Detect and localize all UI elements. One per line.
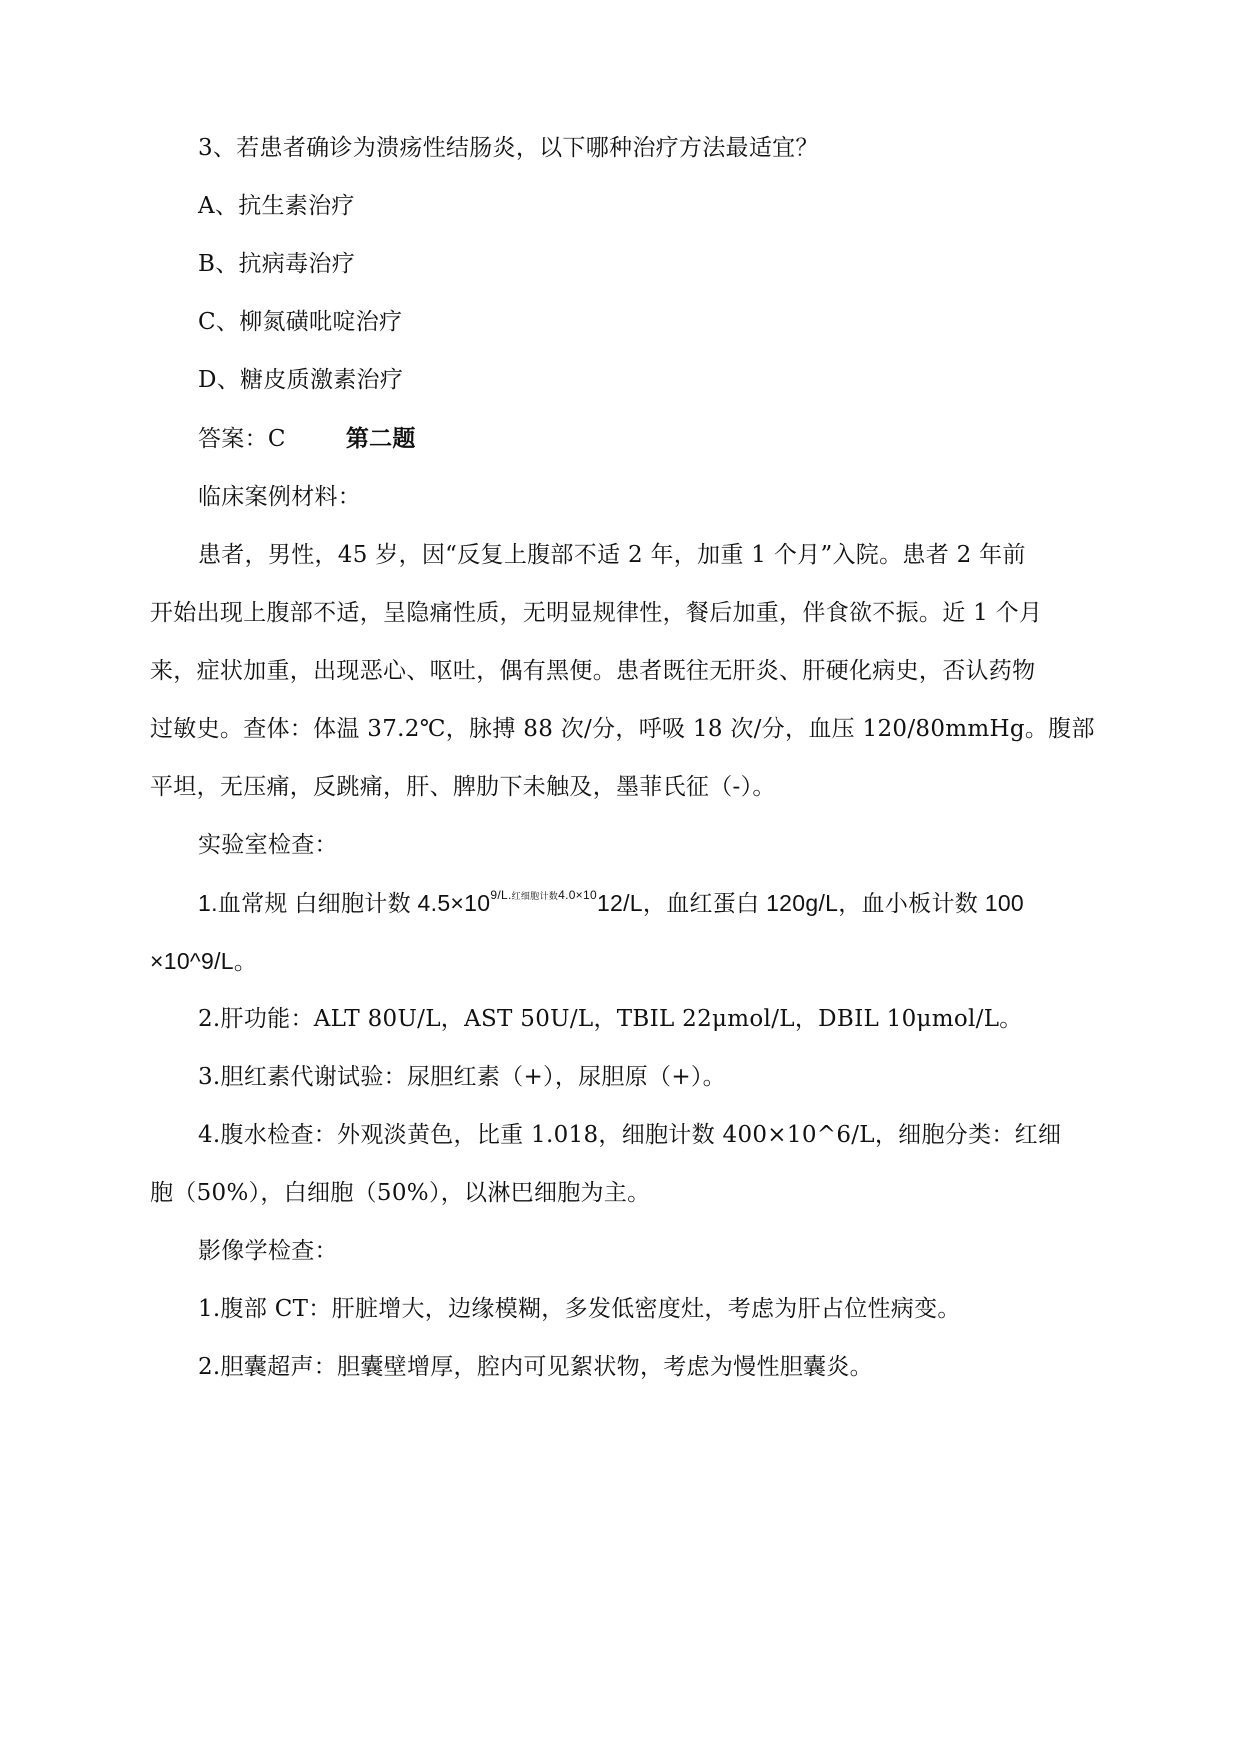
history-line-5: 平坦，无压痛，反跳痛，肝、脾肋下未触及，墨菲氏征（-）。 xyxy=(150,774,776,800)
lab-item-3: 3.胆红素代谢试验：尿胆红素（+），尿胆原（+）。 xyxy=(198,1064,726,1090)
imaging-item-1: 1.腹部 CT：肝脏增大，边缘模糊，多发低密度灶，考虑为肝占位性病变。 xyxy=(198,1296,961,1322)
case-heading: 临床案例材料： xyxy=(198,484,362,510)
answer-text: 答案：C xyxy=(198,426,286,452)
option-c: C、柳氮磺吡啶治疗 xyxy=(198,309,403,335)
lab-item-1-rbc-label: 红细胞计数 xyxy=(511,891,559,901)
history-line-4: 过敏史。查体：体温 37.2℃，脉搏 88 次/分，呼吸 18 次/分，血压 120/80mmHg。腹部 xyxy=(150,716,1095,742)
document-page xyxy=(150,0,1095,1754)
lab-item-4: 4.腹水检查：外观淡黄色，比重 1.018，细胞计数 400×10^6/L，细胞分类：红细 xyxy=(198,1122,1062,1148)
question-stem: 3、若患者确诊为溃疡性结肠炎，以下哪种治疗方法最适宜？ xyxy=(198,135,819,161)
history-line-1: 患者，男性，45 岁，因“反复上腹部不适 2 年，加重 1 个月”入院。患者 2 年前 xyxy=(198,542,1026,568)
imaging-item-2: 2.胆囊超声：胆囊壁增厚，腔内可见絮状物，考虑为慢性胆囊炎。 xyxy=(198,1354,873,1380)
lab-item-1-prefix: 1.血常规 白细胞计数 4.5×10 xyxy=(198,890,491,916)
lab-item-1-rbc-value: 4.0×10 xyxy=(558,888,597,902)
option-a: A、抗生素治疗 xyxy=(198,193,355,219)
section-heading: 第二题 xyxy=(345,425,416,451)
lab-item-1-suffix: 12/L，血红蛋白 120g/L，血小板计数 100 xyxy=(596,890,1025,916)
lab-item-1 xyxy=(198,888,1024,918)
lab-item-2: 2.肝功能：ALT 80U/L，AST 50U/L，TBIL 22μmol/L，DBIL 10μmol/L。 xyxy=(198,1006,1023,1032)
option-d: D、糖皮质激素治疗 xyxy=(198,367,404,393)
option-b: B、抗病毒治疗 xyxy=(198,251,356,277)
answer-line xyxy=(198,423,416,454)
history-line-2: 开始出现上腹部不适，呈隐痛性质，无明显规律性，餐后加重，伴食欲不振。近 1 个月 xyxy=(150,600,1043,626)
lab-item-4-cont: 胞（50%），白细胞（50%），以淋巴细胞为主。 xyxy=(150,1180,651,1206)
imaging-heading: 影像学检查： xyxy=(198,1238,338,1264)
lab-item-1-exp: 9/L. xyxy=(490,888,512,902)
lab-item-1-cont: ×10^9/L。 xyxy=(150,948,258,974)
lab-heading: 实验室检查： xyxy=(198,832,338,858)
history-line-3: 来，症状加重，出现恶心、呕吐，偶有黑便。患者既往无肝炎、肝硬化病史，否认药物 xyxy=(150,658,1036,684)
